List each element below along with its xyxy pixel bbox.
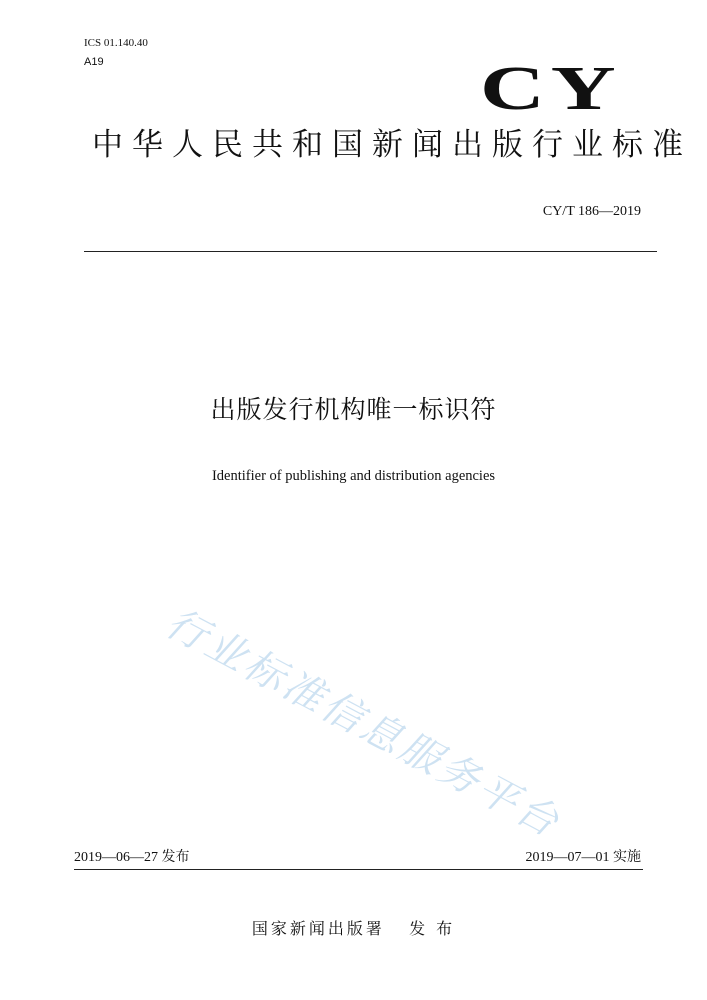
issue-date-value: 2019—06—27 <box>74 850 158 865</box>
header-divider <box>84 251 657 252</box>
title-english: Identifier of publishing and distribution agencies <box>211 468 496 484</box>
publisher-line <box>0 919 707 939</box>
watermark: 行业标准信息服务平台 <box>158 600 569 848</box>
title-chinese: 出版发行机构唯一标识符 <box>210 395 497 424</box>
implement-date-value: 2019—07—01 <box>525 850 610 865</box>
footer-divider <box>74 869 643 870</box>
implement-date <box>526 848 642 867</box>
issue-label: 发布 <box>161 849 190 865</box>
issue-date <box>74 848 190 867</box>
standard-number: CY/T 186—2019 <box>542 204 641 219</box>
cy-logo: CY <box>480 55 622 123</box>
publish-label: 发 布 <box>409 919 456 938</box>
standard-category: 中华人民共和国新闻出版行业标准 <box>92 127 692 163</box>
publisher-name: 国家新闻出版署 <box>251 919 385 938</box>
ics-code: ICS 01.140.40 <box>84 37 148 49</box>
implement-label: 实施 <box>613 849 641 865</box>
classification-code: A19 <box>84 56 104 68</box>
